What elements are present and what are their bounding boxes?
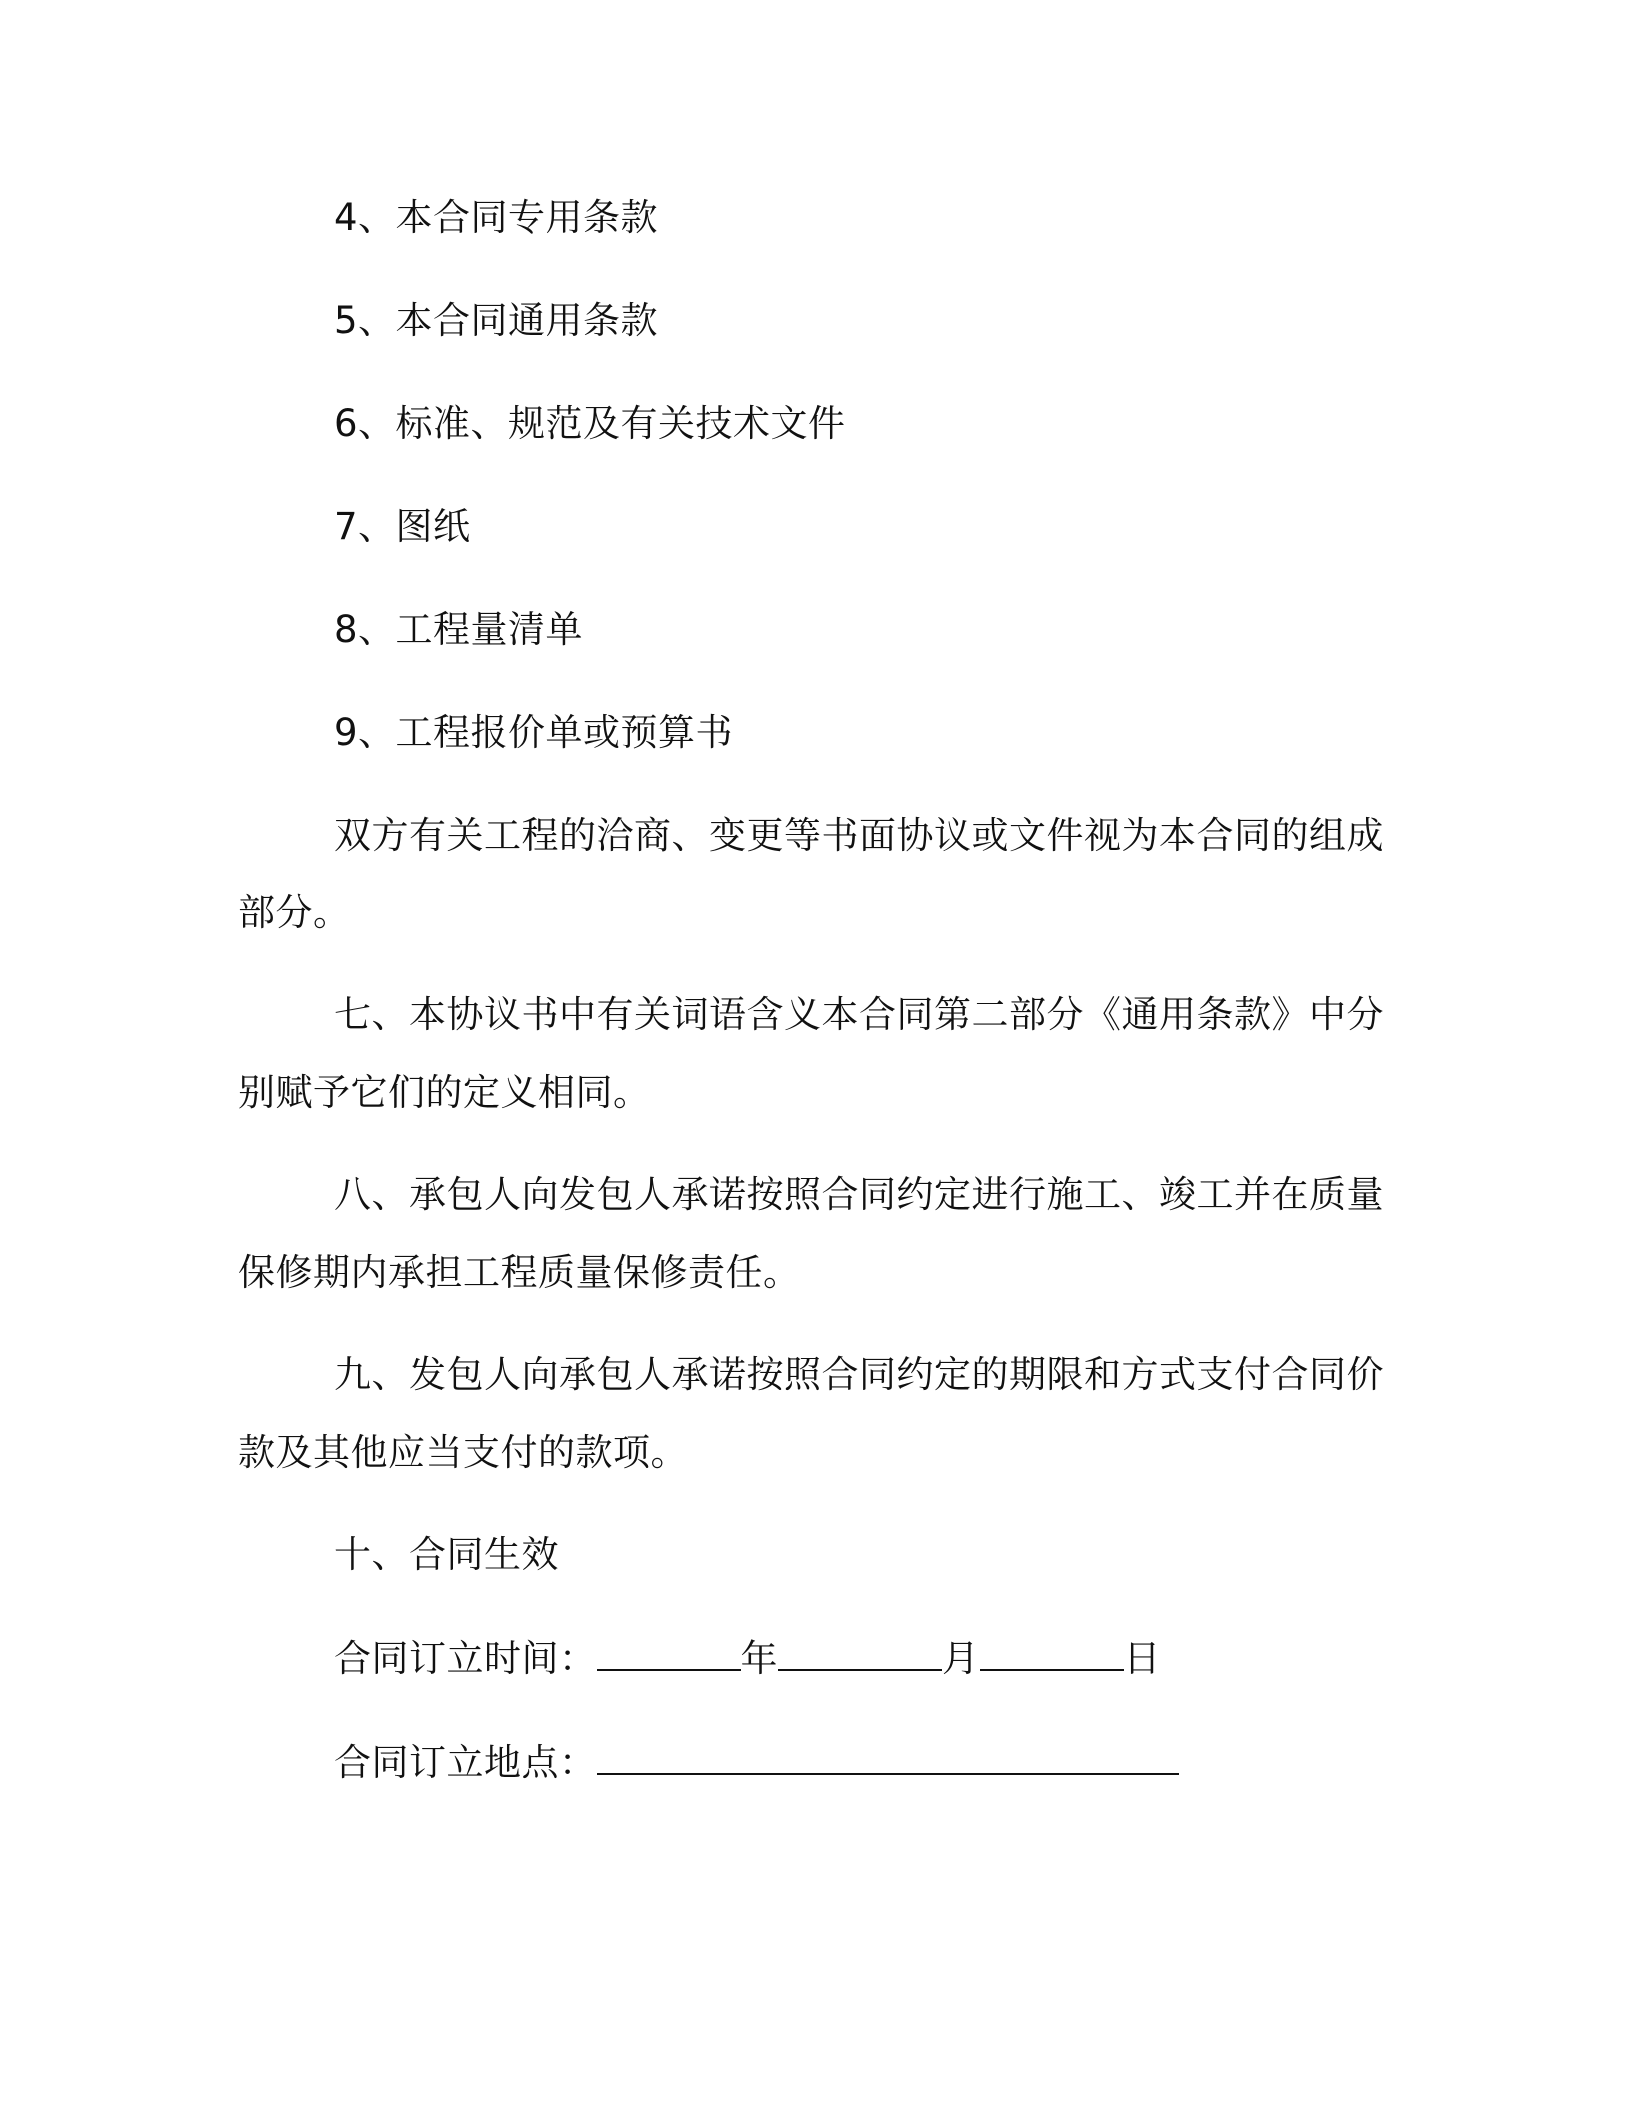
place-blank[interactable]: [597, 1741, 1179, 1775]
list-item: 5、本合同通用条款: [334, 299, 659, 342]
section-heading: 十、合同生效: [334, 1533, 559, 1576]
paragraph-continuation: 保修期内承担工程质量保修责任。: [238, 1251, 801, 1294]
year-label: 年: [740, 1637, 778, 1680]
list-item: 8、工程量清单: [334, 608, 584, 651]
contract-place-label: 合同订立地点：: [334, 1741, 597, 1784]
year-blank[interactable]: [597, 1637, 741, 1671]
day-label: 日: [1123, 1637, 1161, 1680]
month-blank[interactable]: [778, 1637, 942, 1671]
list-item: 6、标准、规范及有关技术文件: [334, 402, 846, 445]
paragraph-first-line: 七、本协议书中有关词语含义本合同第二部分《通用条款》中分: [334, 993, 1384, 1036]
contract-time-label: 合同订立时间：: [334, 1637, 597, 1680]
list-item: 7、图纸: [334, 505, 471, 548]
paragraph-first-line: 九、发包人向承包人承诺按照合同约定的期限和方式支付合同价: [334, 1353, 1384, 1396]
paragraph-continuation: 别赋予它们的定义相同。: [238, 1071, 651, 1114]
list-item: 9、工程报价单或预算书: [334, 711, 734, 754]
paragraph-first-line: 双方有关工程的洽商、变更等书面协议或文件视为本合同的组成: [334, 814, 1384, 857]
day-blank[interactable]: [980, 1637, 1124, 1671]
month-label: 月: [942, 1637, 980, 1680]
paragraph-continuation: 款及其他应当支付的款项。: [238, 1431, 688, 1474]
paragraph-first-line: 八、承包人向发包人承诺按照合同约定进行施工、竣工并在质量: [334, 1173, 1384, 1216]
paragraph-continuation: 部分。: [238, 891, 351, 934]
contract-place-row: [334, 1741, 1179, 1785]
contract-time-row: [334, 1637, 1161, 1681]
list-item: 4、本合同专用条款: [334, 196, 659, 239]
